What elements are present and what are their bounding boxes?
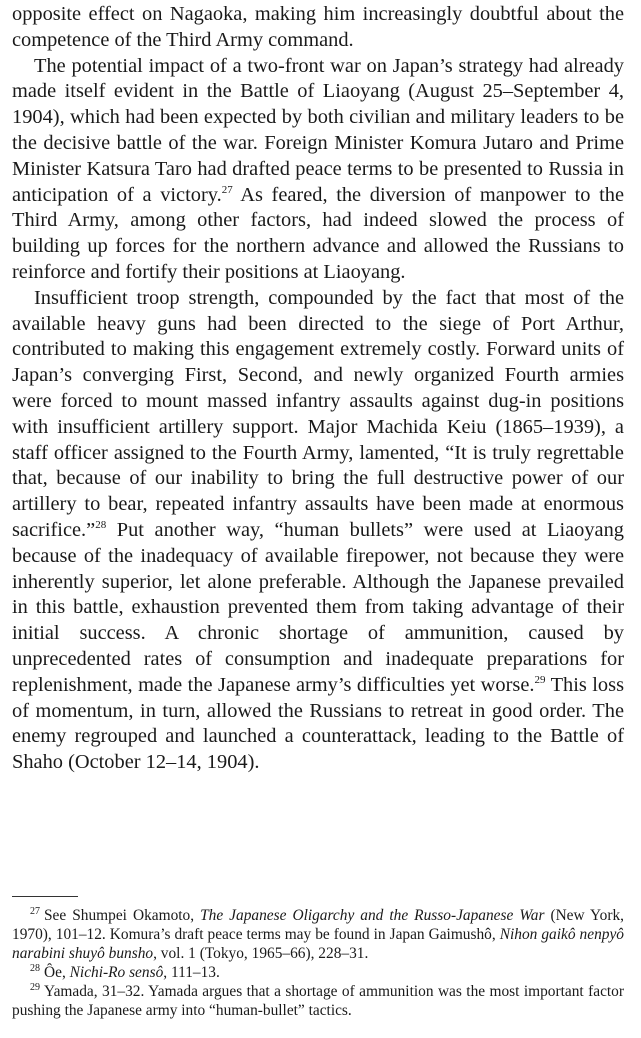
footnote-29-text: Yamada, 31–32. Yamada argues that a shortage of ammunition was the most important factor pushing the Japanese army into “human-bullet” tactics. — [12, 983, 624, 1019]
footnote-27-mid: (New York, 1970), 101–12. Komura’s draft peace terms may be found in Japan Gaimushô, — [12, 907, 624, 943]
footnote-ref-27[interactable]: 27 — [221, 183, 233, 196]
page-body — [12, 2, 624, 776]
footnote-27-pre: See Shumpei Okamoto, — [44, 907, 201, 924]
paragraph-2 — [12, 54, 624, 286]
paragraph-2-text-b: As feared, the diversion of manpower to the Third Army, among other factors, had indeed slowed the process of building up forces for the northern advance and allowed the Russians to reinforce and fortify their positions at Liaoyang. — [12, 183, 624, 283]
footnote-28-pre: Ôe, — [44, 964, 70, 981]
footnote-28-post: , 111–13. — [163, 964, 220, 981]
footnote-28-title: Nichi-Ro sensô — [69, 964, 164, 981]
footnote-27-title-2: Nihon gaikô nenpyô narabini shuyô bunsho — [12, 926, 624, 962]
footnote-28 — [12, 963, 624, 982]
footnote-ref-28[interactable]: 28 — [95, 518, 107, 531]
paragraph-3-text-c: This loss of momentum, in turn, allowed the Russians to retreat in good order. The enemy regrouped and launched a counterattack, leading to the Battle of Shaho (October 12–14, 1904). — [12, 673, 625, 774]
paragraph-3-text-b: Put another way, “human bullets” were used at Liaoyang because of the inadequacy of available firepower, not because they were inherently superior, let alone preferable. Although the Japanese prevailed in this battle, exhaustion prevented them from taking advantage of their initial success. A chronic shortage of ammunition, caused by unprecedented rates of consumption and inadequate preparations for replenishment, made the Japanese army’s difficulties yet worse. — [12, 518, 624, 696]
paragraph-2-text-a: The potential impact of a two-front war on Japan’s strategy had already made itself evident in the Battle of Liaoyang (August 25–September 4, 1904), which had been expected by both civilian and military leaders to be the decisive battle of the war. Foreign Minister Komura Jutaro and Prime Minister Katsura Taro had drafted peace terms to be presented to Russia in anticipation of a victory. — [12, 54, 624, 206]
footnote-number-29: 29 — [30, 982, 40, 993]
paragraph-3-text-a: Insufficient troop strength, compounded by the fact that most of the available heavy guns had been directed to the siege of Port Arthur, contributed to making this engagement extremely costly. Forward units of Japan’s converging First, Second, and newly organized Fourth armies were forced to mount massed infantry assaults against dug-in positions with insufficient artillery support. Major Machida Keiu (1865–1939), a staff officer assigned to the Fourth Army, lamented, “It is truly regrettable that, because of our inability to bring the full destructive power of our artillery to bear, repeated infantry assaults have been made at enormous sacrifice.” — [12, 286, 624, 541]
footnotes — [12, 906, 624, 1020]
footnote-number-27: 27 — [30, 906, 40, 917]
footnote-number-28: 28 — [30, 963, 40, 974]
footnote-29 — [12, 982, 624, 1020]
paragraph-3 — [12, 286, 624, 776]
footnote-ref-29[interactable]: 29 — [534, 673, 546, 686]
footnote-27-title-1: The Japanese Oligarchy and the Russo-Japanese War — [200, 907, 545, 924]
footnote-27 — [12, 906, 624, 963]
paragraph-1-text: opposite effect on Nagaoka, making him increasingly doubtful about the competence of the Third Army command. — [12, 3, 624, 51]
footnote-divider — [12, 896, 78, 897]
footnote-27-post: , vol. 1 (Tokyo, 1965–66), 228–31. — [153, 945, 369, 962]
paragraph-1 — [12, 2, 624, 54]
